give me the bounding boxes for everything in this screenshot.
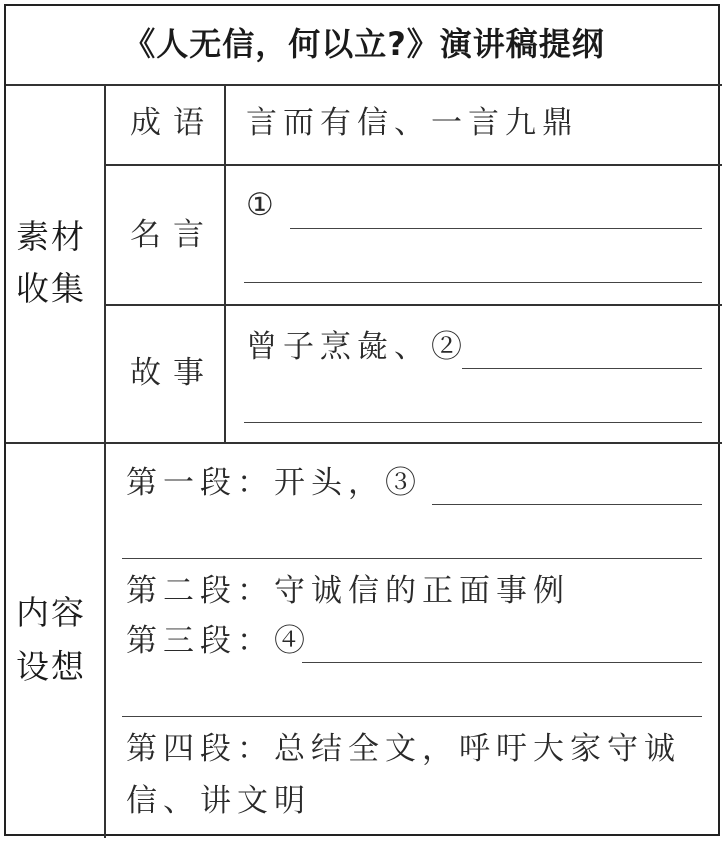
- outline-table: [4, 4, 720, 836]
- paragraph-4-line2: 信、讲文明: [126, 783, 311, 819]
- paragraph-3: 第三段：④: [126, 623, 311, 659]
- fill-blank-2a: [462, 368, 702, 369]
- outline-title: 《人无信，何以立?》演讲稿提纲: [123, 25, 605, 63]
- row-content-quote: ①: [246, 187, 280, 223]
- fill-blank-3b: [122, 558, 702, 559]
- title-divider: [6, 84, 722, 86]
- fill-blank-4a: [302, 662, 702, 663]
- fill-blank-3a: [432, 504, 702, 505]
- group-label-divider: [104, 84, 106, 838]
- section-divider: [6, 442, 722, 444]
- fill-blank-4b: [122, 716, 702, 717]
- paragraph-4-line1: 第四段：总结全文，呼吁大家守诚: [126, 731, 681, 767]
- row-divider-2: [104, 304, 722, 306]
- fill-blank-2b: [244, 422, 702, 423]
- row-content-story: 曾子烹彘、②: [246, 329, 468, 365]
- row-divider-1: [104, 164, 722, 166]
- fill-blank-1a: [290, 228, 702, 229]
- paragraph-2: 第二段：守诚信的正面事例: [126, 573, 570, 609]
- row-label-idiom: 成语: [130, 105, 216, 141]
- fill-blank-1b: [244, 282, 702, 283]
- row-content-idiom: 言而有信、一言九鼎: [246, 105, 579, 141]
- content-label-line2: 设想: [16, 647, 86, 686]
- row-label-divider: [224, 84, 226, 442]
- content-label-line1: 内容: [16, 593, 86, 632]
- materials-label-line2: 收集: [16, 269, 86, 308]
- materials-label-line1: 素材: [16, 217, 86, 256]
- row-label-story: 故事: [130, 355, 216, 391]
- row-label-quote: 名言: [130, 217, 216, 253]
- paragraph-1: 第一段：开头，③: [126, 465, 422, 501]
